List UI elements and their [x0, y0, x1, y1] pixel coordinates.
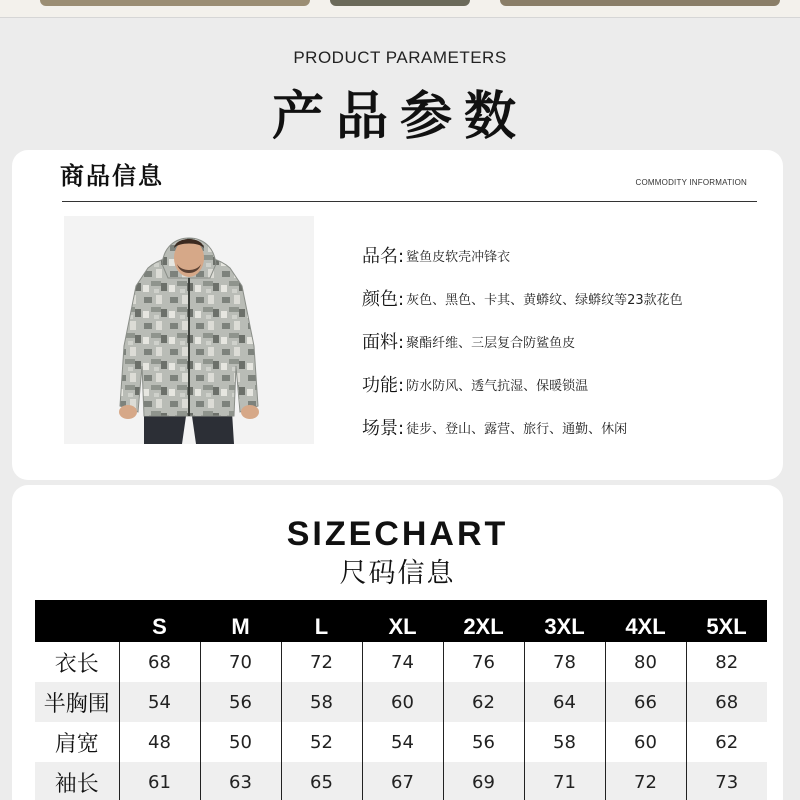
table-header-row — [35, 600, 767, 642]
divider — [62, 201, 757, 202]
product-photo — [64, 216, 314, 444]
row-label: 肩宽 — [54, 731, 99, 757]
table-cell: 56 — [443, 722, 524, 762]
table-header-cell: L — [281, 600, 362, 642]
table-cell: 61 — [119, 762, 200, 800]
table-cell: 74 — [362, 642, 443, 682]
size-chart-title: 尺码信息 — [339, 558, 456, 589]
table-cell: 60 — [605, 722, 686, 762]
section-subtitle: PRODUCT PARAMETERS — [293, 48, 507, 67]
jacket-model-illustration — [64, 216, 314, 444]
size-table — [35, 600, 767, 800]
table-cell: 56 — [200, 682, 281, 722]
table-cell: 80 — [605, 642, 686, 682]
table-cell: 54 — [119, 682, 200, 722]
table-cell: 58 — [524, 722, 605, 762]
table-header-cell: 5XL — [686, 600, 767, 642]
row-label: 袖长 — [35, 762, 119, 800]
table-cell: 68 — [686, 682, 767, 722]
table-cell: 65 — [281, 762, 362, 800]
table-header-cell: 4XL — [605, 600, 686, 642]
size-chart-title-en: SIZECHART — [286, 515, 509, 553]
table-cell: 58 — [281, 682, 362, 722]
product-info-card — [12, 150, 783, 480]
table-cell: 68 — [119, 642, 200, 682]
table-row — [35, 722, 767, 762]
table-cell: 60 — [362, 682, 443, 722]
table-cell: 72 — [605, 762, 686, 800]
table-cell: 72 — [281, 642, 362, 682]
table-cell: 48 — [119, 722, 200, 762]
product-info-heading-en: COMMODITY INFORMATION — [635, 178, 747, 187]
table-cell: 67 — [362, 762, 443, 800]
table-cell: 78 — [524, 642, 605, 682]
attribute-scene: 场景: 徒步、登山、露营、旅行、通勤、休闲 — [362, 418, 628, 439]
table-header-cell: M — [200, 600, 281, 642]
table-cell: 76 — [443, 642, 524, 682]
table-cell: 52 — [281, 722, 362, 762]
table-cell: 62 — [443, 682, 524, 722]
table-cell: 64 — [524, 682, 605, 722]
table-cell: 70 — [200, 642, 281, 682]
table-cell: 63 — [200, 762, 281, 800]
attribute-color: 颜色: 灰色、黑色、卡其、黄蟒纹、绿蟒纹等23款花色 — [362, 289, 683, 310]
table-row — [35, 682, 767, 722]
table-cell: 69 — [443, 762, 524, 800]
table-cell: 66 — [605, 682, 686, 722]
table-header-cell: XL — [362, 600, 443, 642]
table-cell: 71 — [524, 762, 605, 800]
table-cell: 62 — [686, 722, 767, 762]
page-title: 产品参数 — [271, 87, 528, 147]
row-label: 半胸围 — [35, 682, 119, 722]
table-header-cell: S — [119, 600, 200, 642]
table-cell: 50 — [200, 722, 281, 762]
table-row — [35, 642, 767, 682]
attribute-fabric: 面料: 聚酯纤维、三层复合防鲨鱼皮 — [362, 332, 576, 353]
attribute-function: 功能: 防水防风、透气抗湿、保暖锁温 — [362, 375, 589, 396]
table-cell: 82 — [686, 642, 767, 682]
table-header-cell: 2XL — [443, 600, 524, 642]
table-header-cell: 3XL — [524, 600, 605, 642]
table-header-cell — [35, 600, 119, 642]
table-cell: 54 — [362, 722, 443, 762]
table-cell: 73 — [686, 762, 767, 800]
top-banner-image-strip — [0, 0, 800, 18]
table-row — [35, 762, 767, 800]
size-chart-card — [12, 485, 783, 800]
row-label: 衣长 — [54, 651, 99, 677]
product-info-heading: 商品信息 — [60, 162, 164, 190]
attribute-name: 品名: 鲨鱼皮软壳冲锋衣 — [362, 246, 511, 267]
